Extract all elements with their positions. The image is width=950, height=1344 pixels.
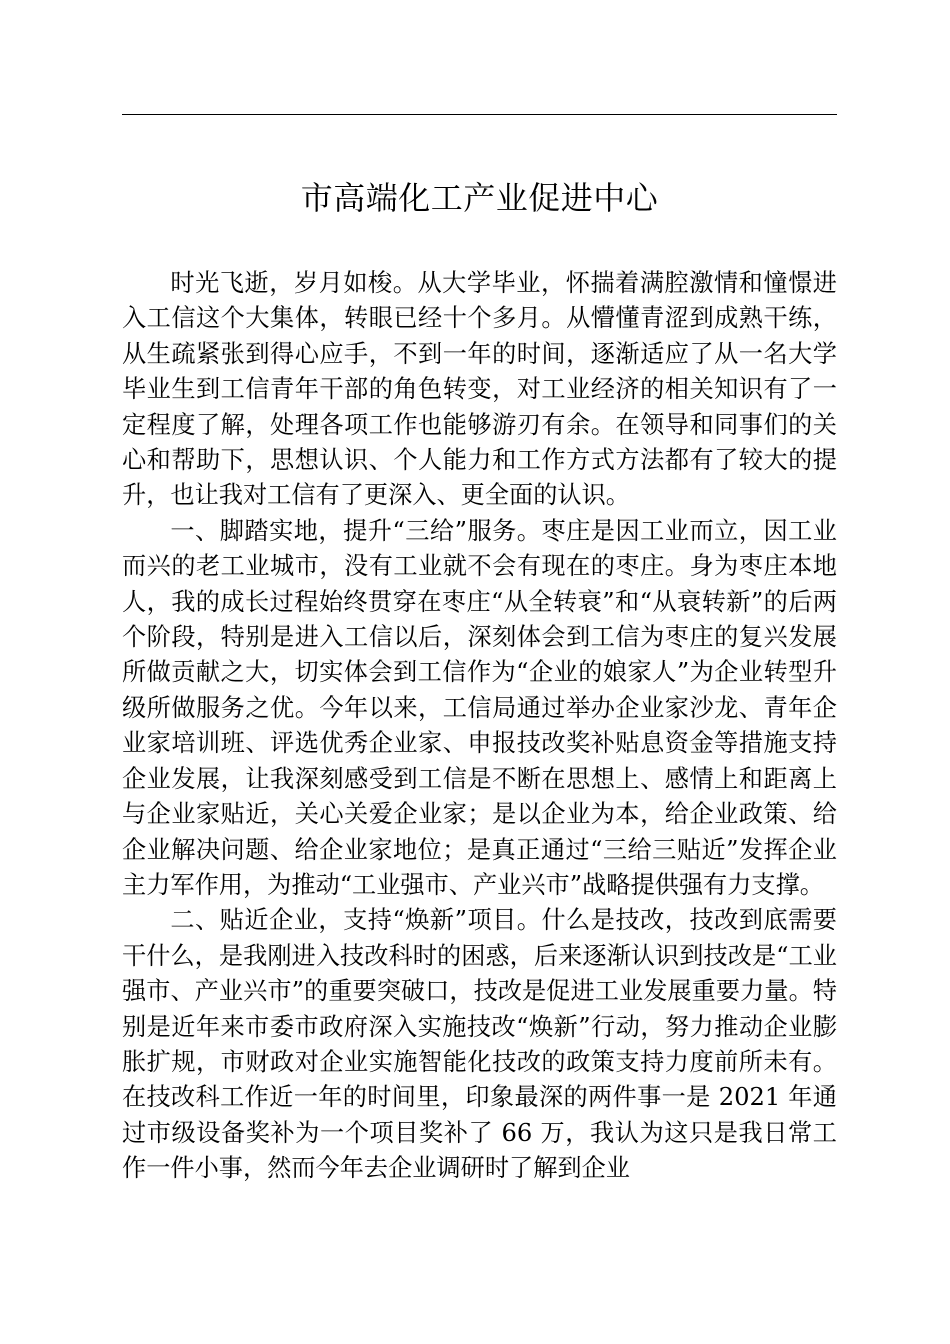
- paragraph-section-one: 一、脚踏实地，提升“三给”服务。枣庄是因工业而立，因工业而兴的老工业城市，没有工业就不会有现在的枣庄。身为枣庄本地人，我的成长过程始终贯穿在枣庄“从全转衰”和“从衰转新”的后两个阶段，特别是进入工信以后，深刻体会到工信为枣庄的复兴发展所做贡献之大，切实体会到工信作为“企业的娘家人”为企业转型升级所做服务之优。今年以来，工信局通过举办企业家沙龙、青年企业家培训班、评选优秀企业家、申报技改奖补贴息资金等措施支持企业发展，让我深刻感受到工信是不断在思想上、感情上和距离上与企业家贴近，关心关爱企业家；是以企业为本，给企业政策、给企业解决问题、给企业家地位；是真正通过“三给三贴近”发挥企业主力军作用，为推动“工业强市、产业兴市”战略提供强有力支撑。: [122, 516, 837, 899]
- document-body: [122, 266, 837, 1187]
- document-title: 市高端化工产业促进中心: [300, 179, 659, 217]
- paragraph-intro: 时光飞逝，岁月如梭。从大学毕业，怀揣着满腔激情和憧憬进入工信这个大集体，转眼已经十个多月。从懵懂青涩到成熟干练，从生疏紧张到得心应手，不到一年的时间，逐渐适应了从一名大学毕业生到工信青年干部的角色转变，对工业经济的相关知识有了一定程度了解，处理各项工作也能够游刃有余。在领导和同事们的关心和帮助下，思想认识、个人能力和工作方式方法都有了较大的提升，也让我对工信有了更深入、更全面的认识。: [122, 269, 837, 510]
- paragraph-section-two: 二、贴近企业，支持“焕新”项目。什么是技改，技改到底需要干什么，是我刚进入技改科时的困惑，后来逐渐认识到技改是“工业强市、产业兴市”的重要突破口，技改是促进工业发展重要力量。特别是近年来市委市政府深入实施技改“焕新”行动，努力推动企业膨胀扩规，市财政对企业实施智能化技改的政策支持力度前所未有。在技改科工作近一年的时间里，印象最深的两件事一是 2021 年通过市级设备奖补为一个项目奖补了 66 万，我认为这只是我日常工作一件小事，然而今年去企业调研时了解到企业: [122, 906, 837, 1183]
- header-rule: [122, 114, 837, 115]
